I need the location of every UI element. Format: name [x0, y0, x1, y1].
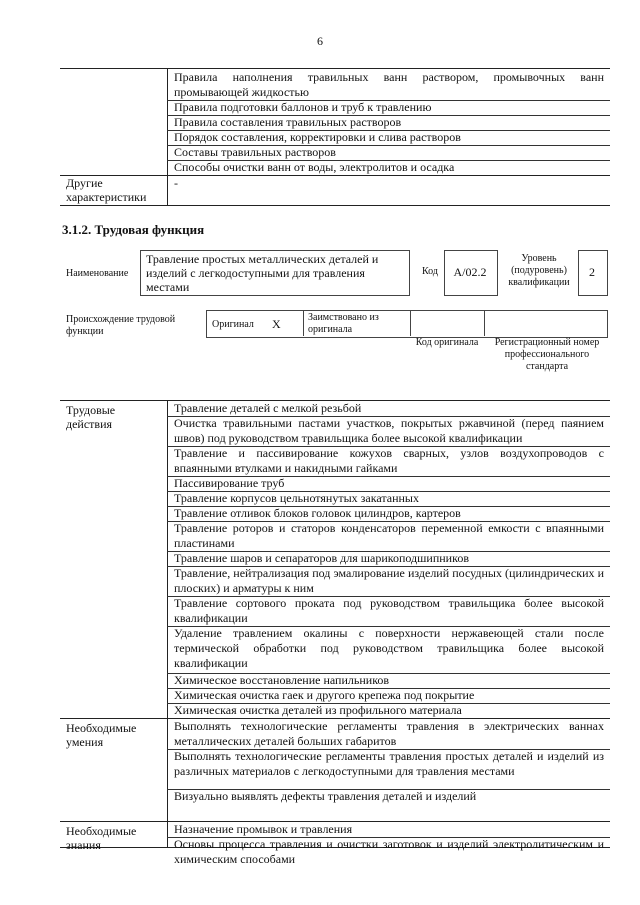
top-item: Правила подготовки баллонов и труб к травлению — [174, 100, 432, 114]
action-item: Травление корпусов цельнотянутых закатанных — [174, 491, 419, 505]
top-item: Правила наполнения травильных ванн раствором, промывочных ванн промывающей жидкостью — [174, 70, 604, 99]
action-item: Удаление травлением окалины с поверхности нержавеющей стали после термической обработки под руководством травильщика более высокой квалификации — [174, 626, 604, 670]
original-mark: X — [272, 317, 281, 331]
main-table — [60, 400, 610, 866]
knowledge-item: Назначение промывок и травления — [174, 822, 353, 836]
action-item: Травление деталей с мелкой резьбой — [174, 401, 362, 415]
original-label: Оригинал — [212, 319, 254, 330]
skill-item: Выполнять технологические регламенты травления простых деталей и изделий из различных материалов с легкодоступными для травления местами — [174, 749, 604, 778]
skills-label: Необходимые умения — [66, 721, 137, 749]
name-value: Травление простых металлических деталей и изделий с легкодоступными для травления местами — [146, 252, 379, 294]
registration-caption: Регистрационный номер профессионального стандарта — [494, 337, 600, 372]
action-item: Травление шаров и сепараторов для шарикоподшипников — [174, 551, 469, 565]
knowledge-item: Основы процесса травления и очистки заготовок и изделий электролитическим и химическим способами — [174, 837, 604, 866]
code-original-caption: Код оригинала — [415, 337, 479, 348]
action-item: Химическое восстановление напильников — [174, 673, 390, 687]
code-label: Код — [422, 266, 438, 277]
other-characteristics-label: Другие характеристики — [66, 176, 147, 204]
skill-item: Выполнять технологические регламенты травления в электрических ваннах металлических деталей больших габаритов — [174, 719, 604, 748]
action-item: Химическая очистка деталей из профильного материала — [174, 703, 462, 717]
action-item: Химическая очистка гаек и другого крепежа под покрытие — [174, 688, 475, 702]
name-label: Наименование — [66, 268, 129, 279]
other-characteristics-value: - — [174, 176, 178, 190]
action-item: Пассивирование труб — [174, 476, 285, 490]
origin-label: Происхождение трудовой функции — [66, 314, 176, 337]
borrowed-label: Заимствовано из оригинала — [308, 312, 379, 335]
action-item: Травление сортового проката под руководством травильщика более высокой квалификации — [174, 596, 604, 625]
action-item: Травление роторов и статоров конденсаторов переменной емкости с впаянными пластинами — [174, 521, 604, 550]
top-item: Способы очистки ванн от воды, электролитов и осадка — [174, 160, 455, 174]
skill-item: Визуально выявлять дефекты травления деталей и изделий — [174, 789, 477, 803]
top-item: Порядок составления, корректировки и слива растворов — [174, 130, 461, 144]
action-item: Очистка травильными пастами участков, покрытых ржавчиной (перед паянием швов) под руководством травильщика более высокой квалификации — [174, 416, 604, 445]
level-value: 2 — [589, 265, 595, 279]
knowledge-label: Необходимые знания — [66, 824, 137, 852]
top-item: Составы травильных растворов — [174, 145, 336, 159]
code-value: А/02.2 — [453, 265, 487, 279]
top-item: Правила составления травильных растворов — [174, 115, 402, 129]
section-title: 3.1.2. Трудовая функция — [62, 222, 205, 237]
top-table — [60, 68, 610, 206]
action-item: Травление, нейтрализация под эмалирование изделий посудных (цилиндрических и плоских) и арматуры к ним — [174, 566, 604, 595]
action-item: Травление и пассивирование кожухов сварных, узлов воздухопроводов с впаянными втулками и накидными гайками — [174, 446, 604, 475]
level-label: Уровень (подуровень) квалификации — [508, 253, 570, 288]
action-item: Травление отливок блоков головок цилиндров, картеров — [174, 506, 461, 520]
page-number: 6 — [317, 34, 323, 48]
actions-label: Трудовые действия — [66, 403, 116, 431]
